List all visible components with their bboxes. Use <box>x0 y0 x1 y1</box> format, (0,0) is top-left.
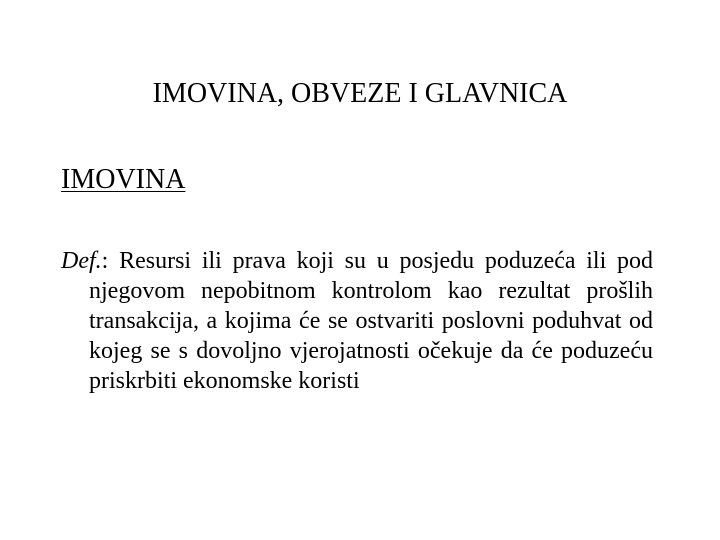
definition-paragraph <box>61 246 653 396</box>
definition-label: Def. <box>61 248 102 274</box>
section-heading: IMOVINA <box>61 164 186 195</box>
slide-title: IMOVINA, OBVEZE I GLAVNICA <box>152 78 568 109</box>
definition-separator: : <box>101 248 120 274</box>
definition-text: Resursi ili prava koji su u posjedu poduzeća ili pod njegovom nepobitnom kontrolom kao rezultat prošlih transakcija, a kojima će se ostvariti poslovni poduhvat od kojeg se s dovoljno vjerojatnosti očekuje da će poduzeću priskrbiti ekonomske koristi <box>89 248 654 394</box>
